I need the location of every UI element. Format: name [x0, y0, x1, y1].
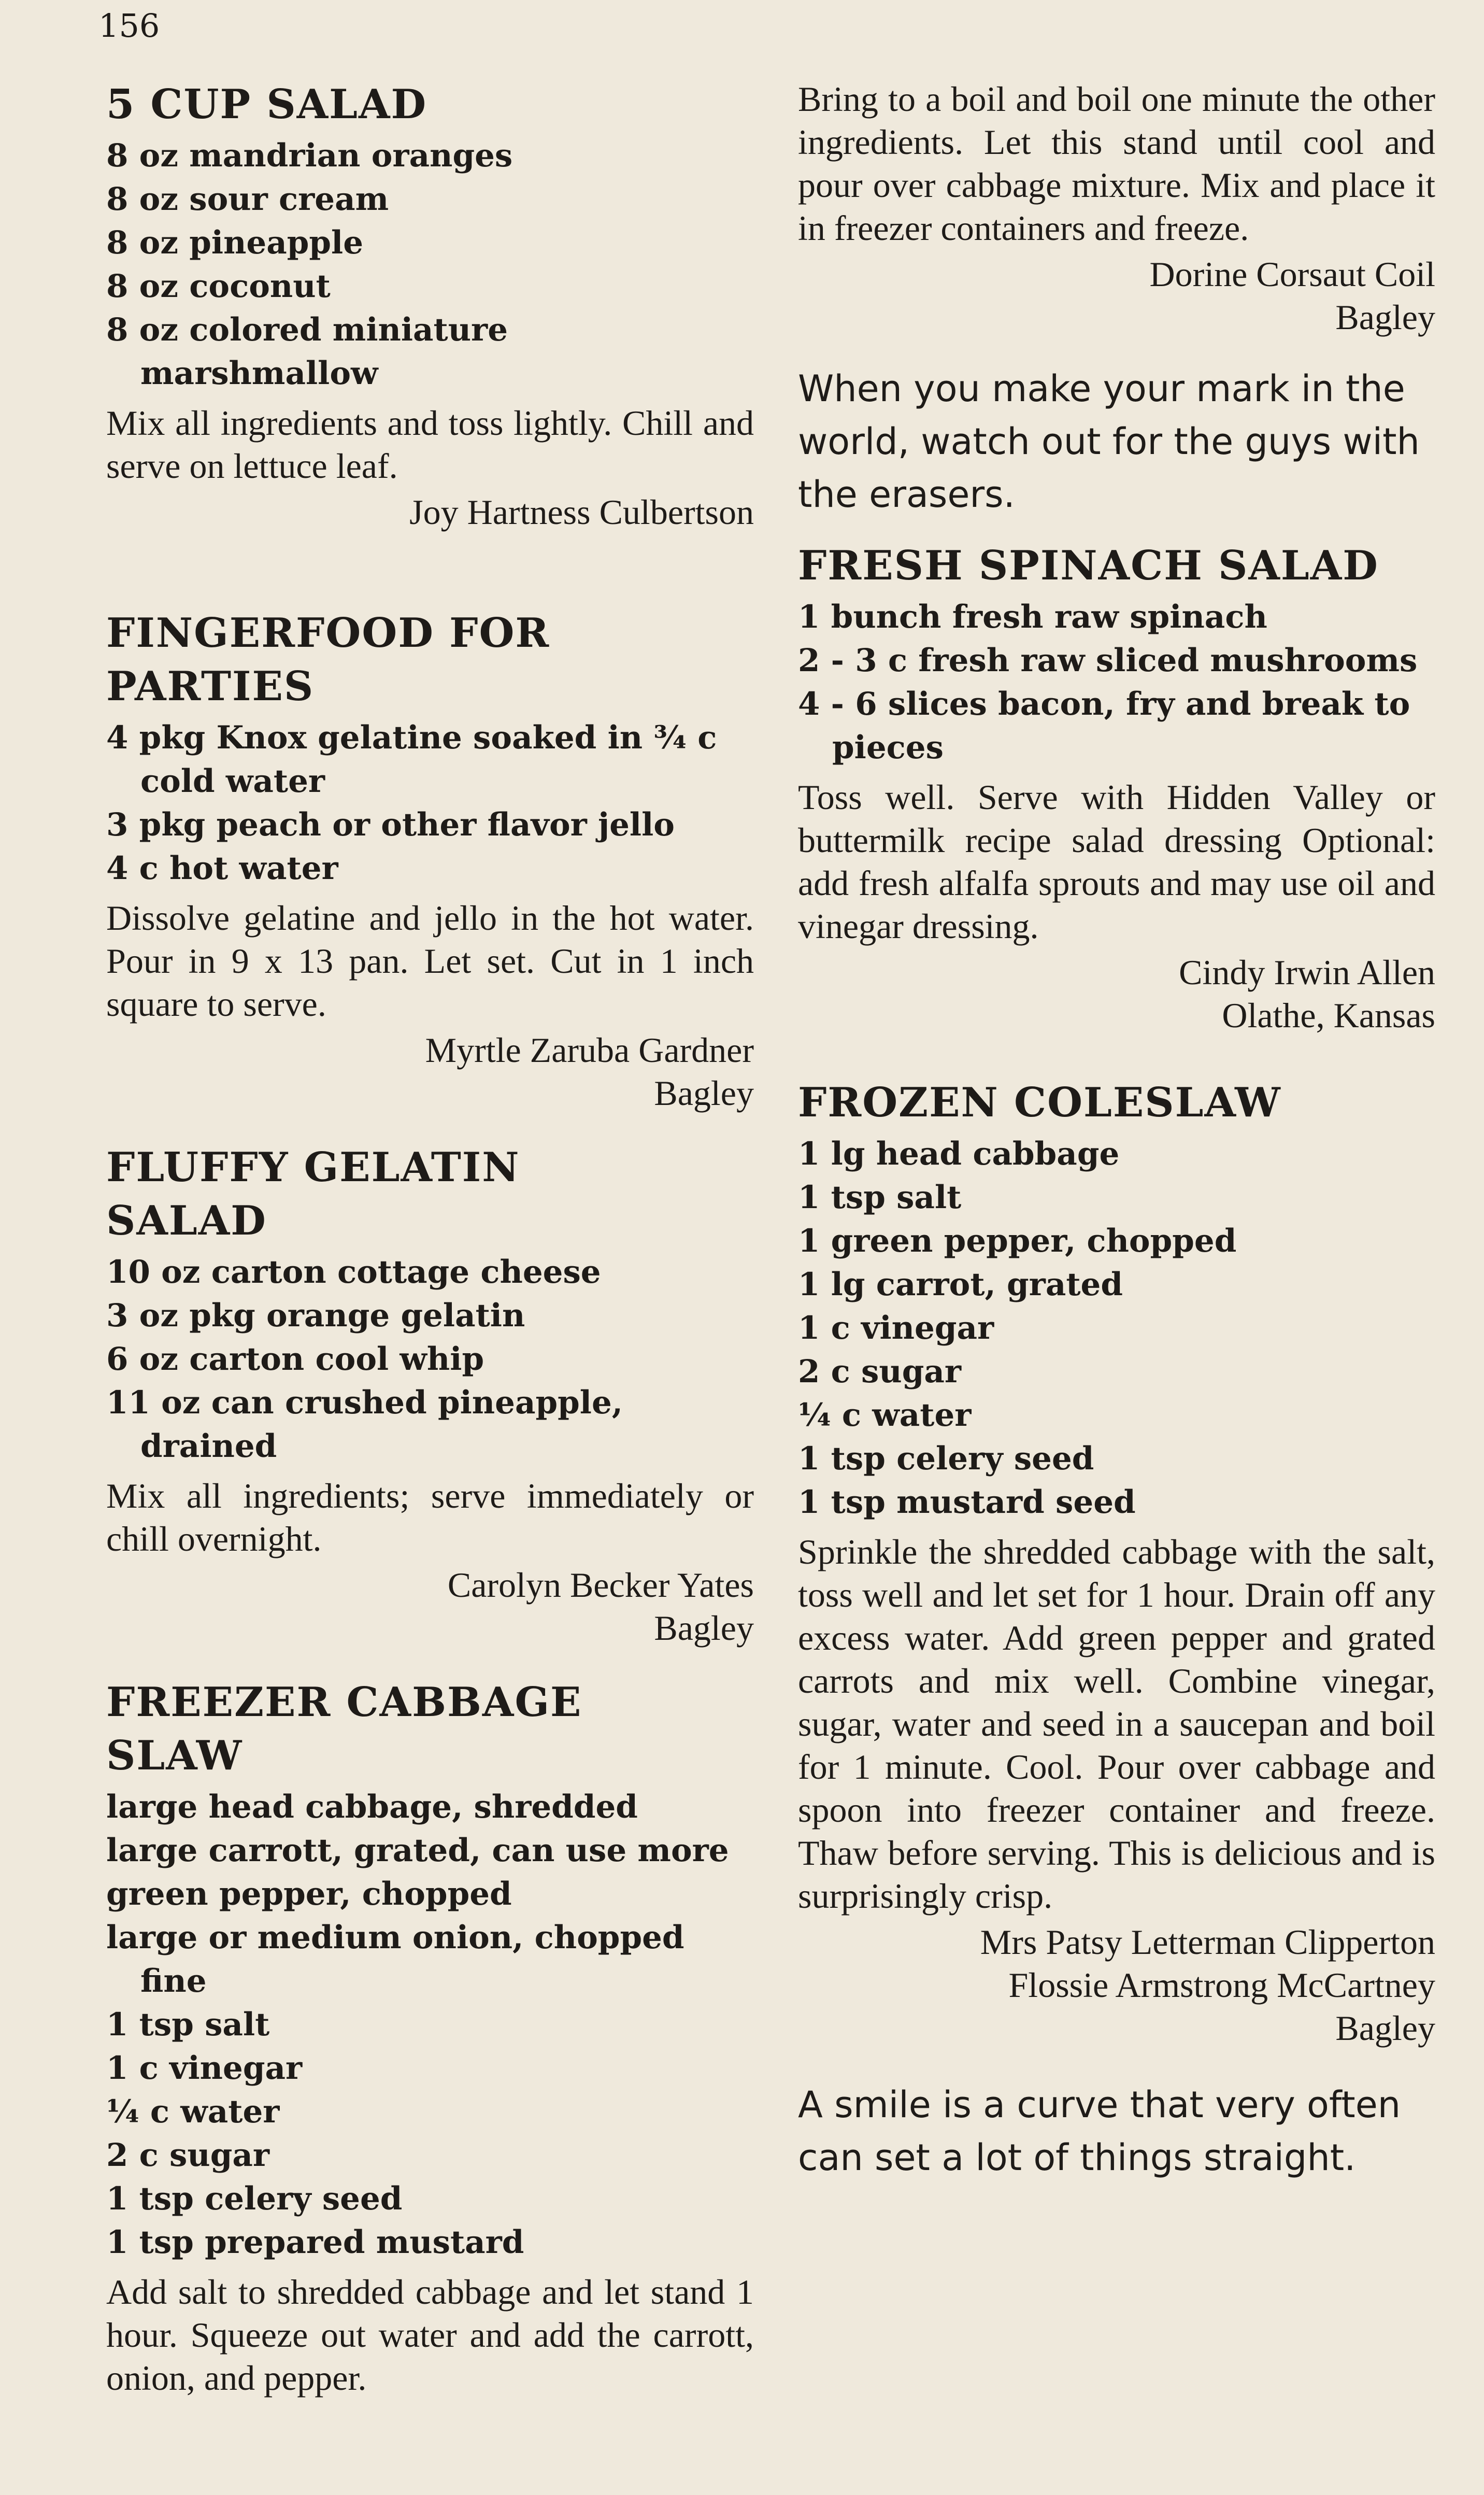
contributor-name: Mrs Patsy Letterman Clipperton — [980, 1922, 1435, 1962]
contributor-town: Bagley — [1335, 297, 1435, 337]
recipe-title — [798, 539, 1435, 592]
ingredient: 4 c hot water — [106, 850, 338, 887]
recipe-title — [798, 1076, 1435, 1129]
ingredient: 1 tsp salt — [798, 1179, 962, 1216]
ingredient: 2 c sugar — [798, 1353, 962, 1390]
recipe-fresh-spinach-salad — [798, 539, 1435, 1037]
ingredient: 1 tsp mustard seed — [798, 1484, 1136, 1521]
ingredient: 1 tsp prepared mustard — [106, 2224, 524, 2261]
recipe-title — [106, 1141, 754, 1248]
recipe-directions: Add salt to shredded cabbage and let stand 1 hour. Squeeze out water and add the carrott, onion, and pepper. — [106, 2272, 754, 2398]
title-line: FROZEN COLESLAW — [798, 1079, 1281, 1126]
contributor-name: Myrtle Zaruba Gardner — [425, 1030, 754, 1070]
title-line: PARTIES — [106, 663, 315, 710]
ingredient: 6 oz carton cool whip — [106, 1341, 484, 1378]
contributor-name: Dorine Corsaut Coil — [1149, 254, 1435, 294]
ingredient: 1 green pepper, chopped — [798, 1223, 1237, 1259]
recipe-fluffy-gelatin-salad — [106, 1141, 754, 1650]
ingredient: 8 oz mandrian oranges — [106, 137, 513, 174]
title-line: SLAW — [106, 1732, 243, 1779]
recipe-directions: Toss well. Serve with Hidden Valley or buttermilk recipe salad dressing Optional: add fresh alfalfa sprouts and may use oil and vinegar dressing. — [798, 777, 1435, 946]
ingredient: ¼ c water — [798, 1397, 972, 1434]
ingredient: 1 lg carrot, grated — [798, 1266, 1123, 1303]
recipe-title — [106, 78, 754, 131]
filler-quote: When you make your mark in the world, watch out for the guys with the erasers. — [798, 367, 1420, 516]
contributor — [798, 253, 1435, 339]
ingredient: large or medium onion, chopped fine — [106, 1919, 684, 2000]
contributor — [798, 1921, 1435, 2050]
right-column — [798, 78, 1435, 2184]
filler-quote: A smile is a curve that very often can set a lot of things straight. — [798, 2083, 1401, 2179]
ingredient: green pepper, chopped — [106, 1876, 512, 1912]
contributor: Joy Hartness Culbertson — [409, 492, 754, 532]
ingredient: 1 tsp salt — [106, 2006, 270, 2043]
contributor-town: Olathe, Kansas — [1222, 996, 1435, 1035]
ingredient-list — [106, 134, 754, 395]
ingredient: 1 tsp celery seed — [106, 2180, 403, 2217]
ingredient: 3 pkg peach or other flavor jello — [106, 806, 675, 843]
title-line: FREEZER CABBAGE — [106, 1679, 582, 1726]
ingredient: large head cabbage, shredded — [106, 1789, 638, 1825]
contributor-name: Flossie Armstrong McCartney — [1008, 1965, 1435, 2005]
ingredient: 8 oz sour cream — [106, 181, 389, 218]
ingredient: 1 c vinegar — [798, 1310, 994, 1346]
ingredient: 1 tsp celery seed — [798, 1440, 1094, 1477]
left-column — [106, 78, 754, 2400]
ingredient: 8 oz coconut — [106, 268, 331, 305]
recipe-5-cup-salad — [106, 78, 754, 534]
title-line: SALAD — [106, 1197, 267, 1244]
title-line: 5 CUP SALAD — [106, 81, 427, 128]
ingredient: 4 - 6 slices bacon, fry and break to pieces — [798, 686, 1410, 766]
contributor-town: Bagley — [1335, 2008, 1435, 2048]
recipe-directions: Mix all ingredients and toss lightly. Chill and serve on lettuce leaf. — [106, 403, 754, 486]
ingredient: 4 pkg Knox gelatine soaked in ¾ c cold water — [106, 719, 717, 800]
recipe-directions: Sprinkle the shredded cabbage with the salt, toss well and let set for 1 hour. Drain off any excess water. Add green pepper and grated carrots and mix well. Combine vinegar, sugar, water and seed in a saucepan and boil for 1 minute. Cool. Pour over cabbage and spoon into freezer container and freeze. Thaw before serving. This is delicious and is surprisingly crisp. — [798, 1532, 1435, 1916]
contributor-town: Bagley — [654, 1608, 754, 1648]
recipe-fingerfood-for-parties — [106, 606, 754, 1115]
recipe-directions: Dissolve gelatine and jello in the hot water. Pour in 9 x 13 pan. Let set. Cut in 1 inch square to serve. — [106, 898, 754, 1024]
ingredient: 1 c vinegar — [106, 2050, 303, 2087]
ingredient: 2 c sugar — [106, 2137, 270, 2174]
continued-directions: Bring to a boil and boil one minute the other ingredients. Let this stand until cool and pour over cabbage mixture. Mix and place it in freezer containers and freeze. — [798, 79, 1435, 248]
contributor — [106, 1029, 754, 1115]
ingredient-list — [106, 1251, 754, 1468]
contributor — [106, 1564, 754, 1650]
recipe-continuation — [798, 78, 1435, 339]
contributor-name: Cindy Irwin Allen — [1179, 953, 1435, 992]
ingredient: 8 oz pineapple — [106, 224, 364, 261]
ingredient: 8 oz colored miniature marshmallow — [106, 311, 508, 392]
ingredient: large carrott, grated, can use more — [106, 1832, 729, 1869]
recipe-freezer-cabbage-slaw — [106, 1676, 754, 2400]
contributor — [798, 951, 1435, 1037]
title-line: FRESH SPINACH SALAD — [798, 542, 1379, 589]
title-line: FINGERFOOD FOR — [106, 609, 550, 657]
ingredient-list — [798, 596, 1435, 770]
ingredient: 11 oz can crushed pineapple, drained — [106, 1384, 623, 1465]
recipe-directions: Mix all ingredients; serve immediately or chill overnight. — [106, 1476, 754, 1558]
ingredient: 1 bunch fresh raw spinach — [798, 599, 1267, 635]
ingredient-list — [106, 716, 754, 890]
ingredient: 1 lg head cabbage — [798, 1136, 1120, 1172]
ingredient: 3 oz pkg orange gelatin — [106, 1297, 525, 1334]
ingredient-list — [798, 1132, 1435, 1524]
ingredient-list — [106, 1785, 754, 2264]
ingredient: ¼ c water — [106, 2093, 280, 2130]
recipe-title — [106, 606, 754, 713]
contributor-name: Carolyn Becker Yates — [447, 1565, 754, 1605]
ingredient: 2 - 3 c fresh raw sliced mushrooms — [798, 642, 1418, 679]
recipe-title — [106, 1676, 754, 1782]
contributor-town: Bagley — [654, 1073, 754, 1113]
recipe-frozen-coleslaw — [798, 1076, 1435, 2050]
title-line: FLUFFY GELATIN — [106, 1144, 520, 1191]
page-number: 156 — [98, 7, 160, 45]
ingredient: 10 oz carton cottage cheese — [106, 1254, 601, 1291]
